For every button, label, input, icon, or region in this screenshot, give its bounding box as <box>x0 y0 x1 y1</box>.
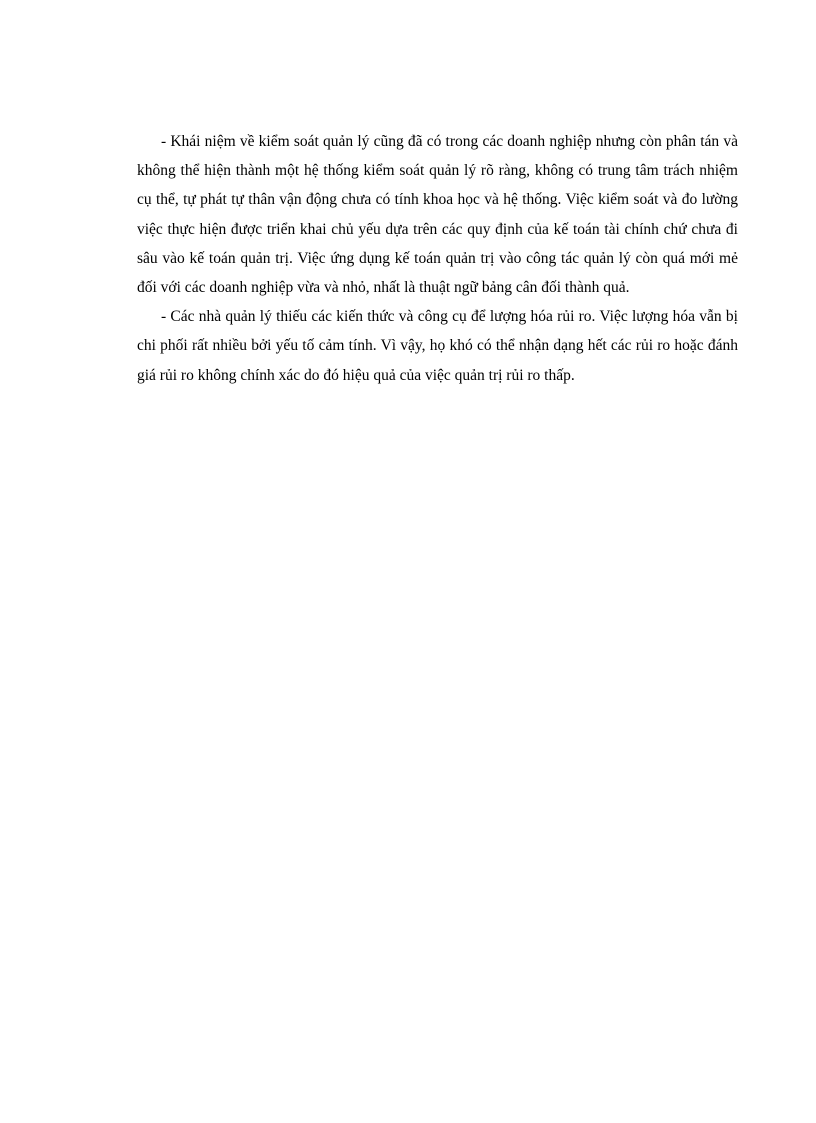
paragraph-management-control: - Khái niệm về kiểm soát quản lý cũng đã có trong các doanh nghiệp nhưng còn phân tán và không thể hiện thành một hệ thống kiểm soát quản lý rõ ràng, không có trung tâm trách nhiệm cụ thể, tự phát tự thân vận động chưa có tính khoa học và hệ thống. Việc kiểm soát và đo lường việc thực hiện được triển khai chủ yếu dựa trên các quy định của kế toán tài chính chứ chưa đi sâu vào kế toán quản trị. Việc ứng dụng kế toán quản trị vào công tác quản lý còn quá mới mẻ đối với các doanh nghiệp vừa và nhỏ, nhất là thuật ngữ bảng cân đối thành quả. <box>137 133 738 297</box>
document-body <box>137 127 738 390</box>
paragraph-risk-quantification: - Các nhà quản lý thiếu các kiến thức và công cụ để lượng hóa rủi ro. Việc lượng hóa vẫn bị chi phối rất nhiều bởi yếu tố cảm tính. Vì vậy, họ khó có thể nhận dạng hết các rủi ro hoặc đánh giá rủi ro không chính xác do đó hiệu quả của việc quản trị rủi ro thấp. <box>137 308 738 384</box>
